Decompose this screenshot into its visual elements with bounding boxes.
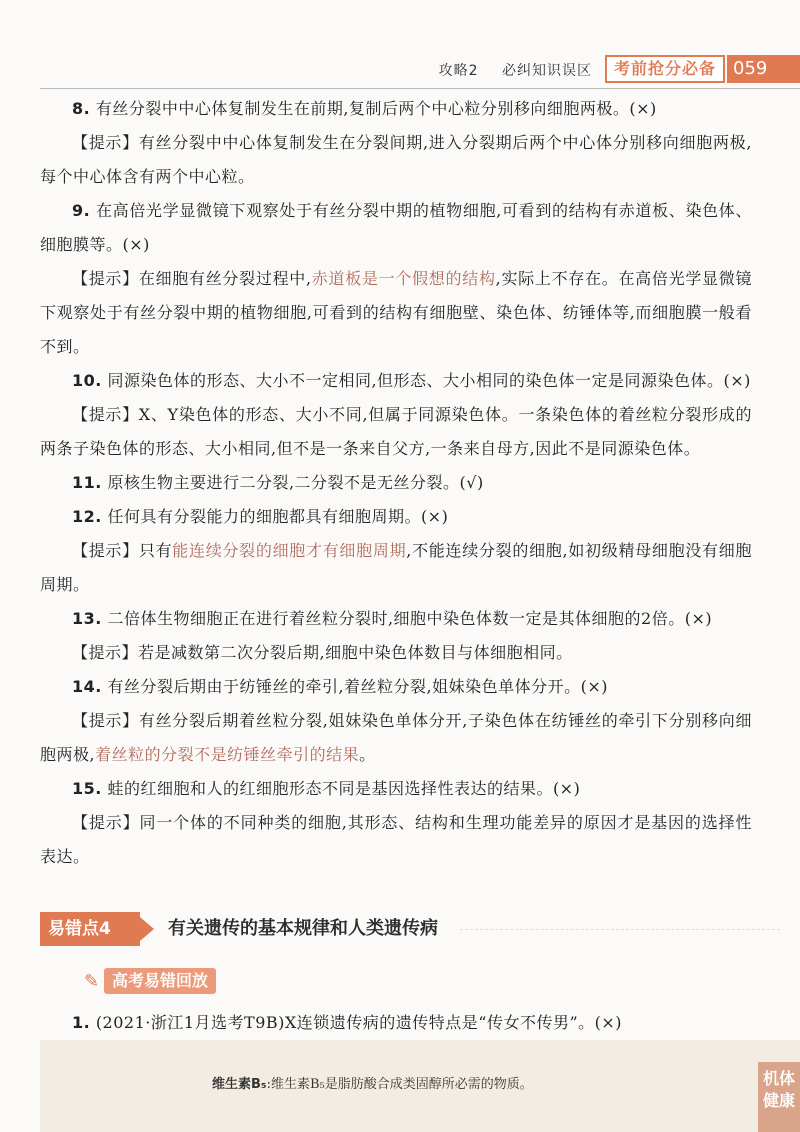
review-label-text: 高考易错回放 <box>104 968 216 994</box>
section-heading <box>40 912 780 946</box>
statement-text: 任何具有分裂能力的细胞都具有细胞周期。(×) <box>107 507 449 526</box>
header-badge: 考前抢分必备 <box>605 55 725 83</box>
header-divider <box>40 88 800 89</box>
item-number: 15 <box>72 779 96 798</box>
item-number: 10 <box>72 371 96 390</box>
item-number: 8 <box>72 99 84 118</box>
tip-label: 【提示】 <box>72 133 139 152</box>
tip-text: ,不能连续分裂的细胞,如初级精母细胞没有细胞周期。 <box>40 541 752 594</box>
tip-text: X、Y染色体的形态、大小不同,但属于同源染色体。一条染色体的着丝粒分裂形成的两条子染色体的形态、大小相同,但不是一条来自父方,一条来自母方,因此不是同源染色体。 <box>40 405 752 458</box>
tip-label: 【提示】 <box>72 541 139 560</box>
statement-text: 二倍体生物细胞正在进行着丝粒分裂时,细胞中染色体数一定是其体细胞的2倍。(×) <box>107 609 713 628</box>
tip-highlight: 能连续分裂的细胞才有细胞周期 <box>172 541 407 560</box>
pencil-icon: ✎ <box>84 971 100 992</box>
tip-label: 【提示】 <box>72 643 139 662</box>
statement-text: 原核生物主要进行二分裂,二分裂不是无丝分裂。(√) <box>107 473 484 492</box>
tip-label: 【提示】 <box>72 405 139 424</box>
statement-text: 蛙的红细胞和人的红细胞形态不同是基因选择性表达的结果。(×) <box>107 779 581 798</box>
review-label <box>84 966 234 998</box>
item-number: 9 <box>72 201 84 220</box>
tip-9 <box>40 262 752 364</box>
tip-highlight: 着丝粒的分裂不是纺锤丝牵引的结果 <box>95 745 360 764</box>
item-number: 14 <box>72 677 96 696</box>
tip-10 <box>40 398 752 466</box>
item-number: 11 <box>72 473 96 492</box>
tip-text: 若是减数第二次分裂后期,细胞中染色体数目与体细胞相同。 <box>138 643 573 662</box>
tip-8 <box>40 126 752 194</box>
tip-text: 同一个体的不同种类的细胞,其形态、结构和生理功能差异的原因才是基因的选择性表达。 <box>40 813 752 866</box>
statement-9: 9. 在高倍光学显微镜下观察处于有丝分裂中期的植物细胞,可看到的结构有赤道板、染色体、细胞膜等。(×) <box>40 201 752 254</box>
footer-term: 维生素B₅ <box>212 1077 267 1092</box>
question-1: 1. (2021·浙江1月选考T9B)X连锁遗传病的遗传特点是“传女不传男”。(×) <box>72 1013 623 1032</box>
tip-text: 只有 <box>138 541 173 560</box>
section-rule <box>460 929 780 930</box>
item-number: 12 <box>72 507 96 526</box>
tip-12 <box>40 534 752 602</box>
statement-text: (2021·浙江1月选考T9B)X连锁遗传病的遗传特点是“传女不传男”。(×) <box>95 1013 623 1032</box>
tip-text: 有丝分裂中中心体复制发生在分裂间期,进入分裂期后两个中心体分别移向细胞两极,每个中心体含有两个中心粒。 <box>40 133 752 186</box>
footer-band <box>40 1040 800 1132</box>
tip-label: 【提示】 <box>72 813 140 832</box>
tip-label: 【提示】 <box>72 711 139 730</box>
section-arrow-icon <box>140 917 154 941</box>
statement-11: 11. 原核生物主要进行二分裂,二分裂不是无丝分裂。(√) <box>72 473 484 492</box>
page-number: 059 <box>727 55 800 83</box>
side-tab: 机体健康 <box>758 1062 800 1132</box>
chapter-label: 攻略2 <box>438 63 479 79</box>
footer-note <box>212 1073 533 1092</box>
footer-note-text: :维生素B₅是脂肪酸合成类固醇所必需的物质。 <box>266 1077 533 1092</box>
statement-text: 有丝分裂后期由于纺锤丝的牵引,着丝粒分裂,姐妹染色单体分开。(×) <box>107 677 609 696</box>
page-header <box>0 50 800 90</box>
statement-8: 8. 有丝分裂中中心体复制发生在前期,复制后两个中心粒分别移向细胞两极。(×) <box>72 99 657 118</box>
statement-text: 在高倍光学显微镜下观察处于有丝分裂中期的植物细胞,可看到的结构有赤道板、染色体、细胞膜等。(×) <box>40 201 752 254</box>
statement-15: 15. 蛙的红细胞和人的红细胞形态不同是基因选择性表达的结果。(×) <box>72 779 581 798</box>
statement-14: 14. 有丝分裂后期由于纺锤丝的牵引,着丝粒分裂,姐妹染色单体分开。(×) <box>72 677 609 696</box>
section-title: 有关遗传的基本规律和人类遗传病 <box>168 918 438 939</box>
tip-text: 在细胞有丝分裂过程中, <box>138 269 312 288</box>
item-number: 1 <box>72 1013 84 1032</box>
tip-label: 【提示】 <box>72 269 139 288</box>
tip-text: ,实际上不存在。在高倍光学显微镜下观察处于有丝分裂中期的植物细胞,可看到的结构有细胞壁、染色体、纺锤体等,而细胞膜一般看不到。 <box>40 269 752 356</box>
section-tag: 易错点4 <box>40 912 140 946</box>
item-number: 13 <box>72 609 96 628</box>
tip-text: 。 <box>359 745 376 764</box>
tip-14 <box>40 704 752 772</box>
statement-10: 10. 同源染色体的形态、大小不一定相同,但形态、大小相同的染色体一定是同源染色体。(×) <box>72 371 751 390</box>
statement-text: 同源染色体的形态、大小不一定相同,但形态、大小相同的染色体一定是同源染色体。(×) <box>107 371 751 390</box>
statement-12: 12. 任何具有分裂能力的细胞都具有细胞周期。(×) <box>72 507 449 526</box>
main-content <box>40 92 752 874</box>
tip-highlight: 赤道板是一个假想的结构 <box>311 269 496 288</box>
statement-13: 13. 二倍体生物细胞正在进行着丝粒分裂时,细胞中染色体数一定是其体细胞的2倍。(×) <box>72 609 713 628</box>
statement-text: 有丝分裂中中心体复制发生在前期,复制后两个中心粒分别移向细胞两极。(×) <box>95 99 657 118</box>
section-label: 必纠知识误区 <box>502 63 592 79</box>
tip-text: 有丝分裂后期着丝粒分裂,姐妹染色单体分开,子染色体在纺锤丝的牵引下分别移向细胞两极, <box>40 711 752 764</box>
tip-15 <box>40 806 752 874</box>
tip-13 <box>40 636 752 670</box>
running-head <box>421 60 592 80</box>
